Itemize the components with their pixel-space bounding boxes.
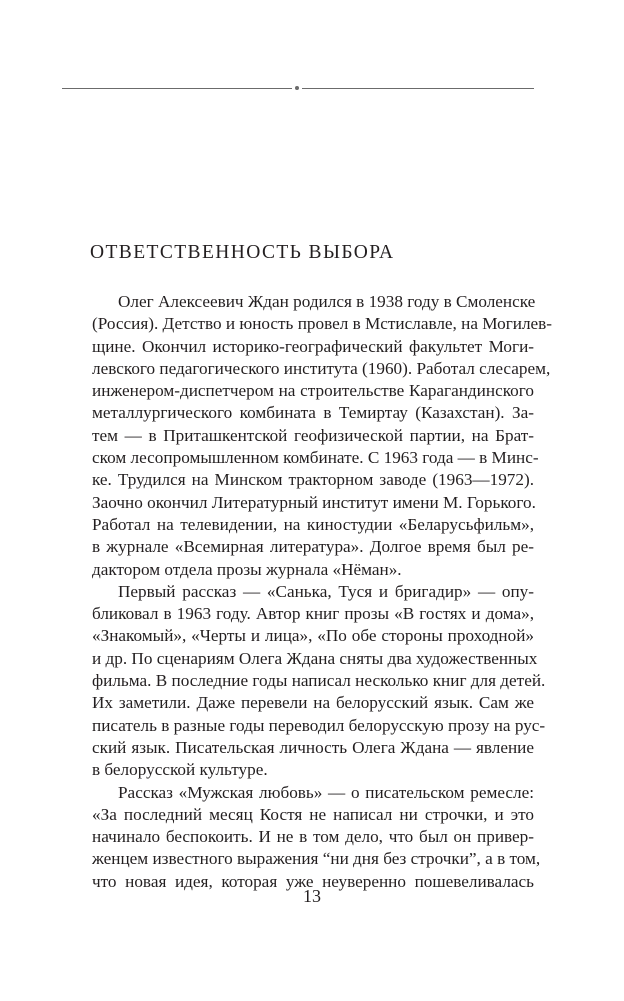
text-line: Первый рассказ — «Санька, Туся и бригадир» — опу- (118, 581, 534, 601)
page-number: 13 (303, 886, 321, 906)
text-line: в белорусской культуре. (92, 760, 268, 780)
text-line: дактором отдела прозы журнала «Нёман». (92, 559, 402, 579)
text-line: бликовал в 1963 году. Автор книг прозы «В гостях и дома», (92, 604, 534, 624)
text-line: металлургического комбината в Темиртау (Казахстан). За- (92, 403, 534, 423)
section-heading: ОТВЕТСТВЕННОСТЬ ВЫБОРА (90, 242, 395, 263)
text-line: фильма. В последние годы написал несколько книг для детей. (92, 671, 546, 691)
text-line: Их заметили. Даже перевели на белорусский язык. Сам же (92, 693, 534, 713)
text-line: левского педагогического института (1960). Работал слесарем, (92, 358, 551, 378)
text-line: Заочно окончил Литературный институт имени М. Горького. (92, 492, 536, 512)
text-line: ке. Трудился на Минском тракторном заводе (1963—1972). (92, 470, 534, 490)
text-line: тем — в Приташкентской геофизической партии, на Брат- (92, 425, 534, 445)
text-line: что новая идея, которая уже неуверенно пошевеливалась (92, 871, 534, 891)
text-line: Олег Алексеевич Ждан родился в 1938 году в Смоленске (118, 292, 536, 311)
text-line: щине. Окончил историко-географический факультет Моги- (92, 336, 534, 356)
text-line: начинало беспокоить. И не в том дело, что был он привер- (92, 827, 534, 847)
text-line: женцем известного выражения “ни дня без строчки”, а в том, (92, 849, 541, 869)
text-line: ский язык. Писательская личность Олега Ждана — явление (92, 737, 534, 757)
text-line: «Знакомый», «Черты и лица», «По обе стороны проходной» (92, 626, 534, 646)
text-line: Работал на телевидении, на киностудии «Беларусьфильм», (92, 514, 534, 534)
header-ornament-dot (295, 86, 299, 90)
text-line: (Россия). Детство и юность провел в Мстиславле, на Могилев- (92, 314, 553, 334)
text-line: «За последний месяц Костя не написал ни строчки, и это (92, 804, 534, 824)
text-line: инженером-диспетчером на строительстве Карагандинского (92, 381, 534, 401)
text-line: ском лесопромышленном комбинате. С 1963 года — в Минс- (92, 448, 539, 468)
text-line: в журнале «Всемирная литература». Долгое время был ре- (92, 537, 534, 557)
text-line: писатель в разные годы переводил белорусскую прозу на рус- (92, 715, 546, 735)
text-line: Рассказ «Мужская любовь» — о писательском ремесле: (118, 782, 534, 802)
header-rule-left (62, 88, 292, 89)
body-text (92, 291, 553, 893)
header-rule-right (302, 88, 534, 89)
text-line: и др. По сценариям Олега Ждана сняты два художественных (92, 648, 538, 668)
